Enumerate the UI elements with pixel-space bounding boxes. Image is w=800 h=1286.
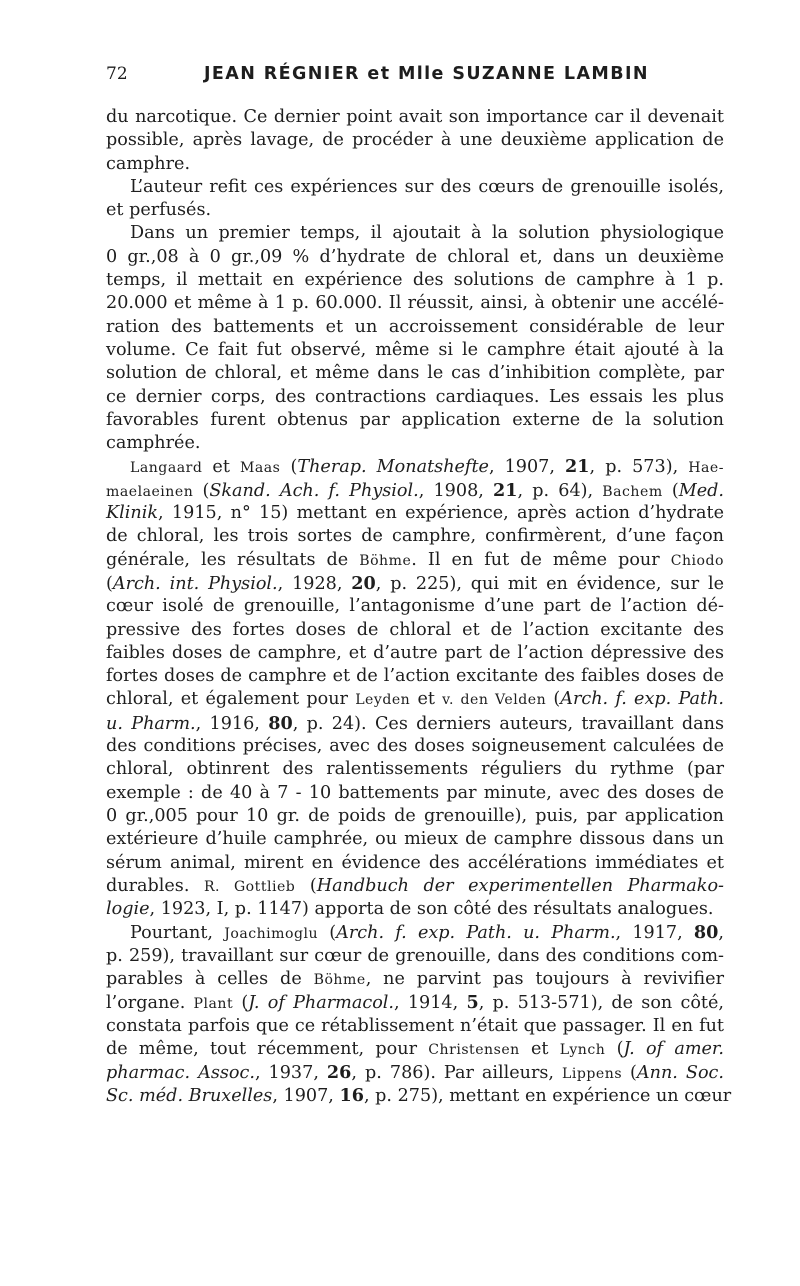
volume-number: 20 <box>351 572 376 594</box>
text-run: et <box>410 689 443 710</box>
journal-title: Arch. f. exp. Path. u. Pharm. <box>336 923 616 944</box>
author-name: Maas <box>239 460 281 477</box>
text-line: temps, il mettait en expérience des solutions de camphre à 1 p. <box>106 270 724 291</box>
text-run: , p. 573), <box>589 457 689 478</box>
text-run: , 1928, <box>277 573 352 594</box>
volume-number: 26 <box>326 1062 352 1084</box>
text-line: faibles doses de camphre, et d’autre part de l’action dépressive des <box>106 642 724 663</box>
author-name: maelaeinen <box>106 483 194 500</box>
text-line: sérum animal, mirent en évidence des accélérations immédiates et <box>106 852 724 873</box>
text-line <box>106 688 724 711</box>
text-run: ( <box>106 573 113 594</box>
text-line: possible, après lavage, de procéder à une deuxième application de <box>106 130 724 151</box>
text-run: ( <box>546 689 561 710</box>
text-run: durables. <box>106 875 204 896</box>
volume-number: 80 <box>268 712 293 734</box>
author-name: Leyden <box>355 692 411 709</box>
journal-title: logie <box>106 899 150 920</box>
author-name: Bachem <box>602 483 663 500</box>
text-line <box>106 549 724 572</box>
text-line <box>106 712 724 735</box>
author-name: Böhme <box>313 971 366 988</box>
journal-title: Ann. Soc. <box>636 1063 724 1084</box>
text-run: , 1937, <box>254 1063 327 1084</box>
text-run: , p. 275), mettant en expérience un cœur <box>363 1086 732 1107</box>
author-name: Plant <box>193 996 234 1013</box>
text-run: chloral, et également pour <box>106 689 356 710</box>
text-run: ( <box>280 457 298 478</box>
journal-title: Arch. int. Physiol. <box>112 573 278 594</box>
author-name: Lynch <box>559 1041 606 1058</box>
volume-number: 5 <box>466 992 479 1014</box>
text-line: 0 gr.,005 pour 10 gr. de poids de grenouille), puis, par application <box>106 805 724 826</box>
text-line <box>106 455 724 478</box>
text-run: et <box>202 457 240 478</box>
journal-title: Sc. méd. Bruxelles <box>106 1086 273 1107</box>
text-line <box>106 968 724 991</box>
author-name: Lippens <box>562 1066 623 1083</box>
text-line: des conditions précises, avec des doses soigneusement calculées de <box>106 736 724 757</box>
text-line: 20.000 et même à 1 p. 60.000. Il réussit, ainsi, à obtenir une accélé- <box>106 293 724 314</box>
text-line <box>106 479 724 502</box>
text-line: camphrée. <box>106 433 201 454</box>
journal-title: Klinik <box>106 503 159 524</box>
text-line: 0 gr.,08 à 0 gr.,09 % d’hydrate de chloral et, dans un deuxième <box>106 246 724 267</box>
text-line: du narcotique. Ce dernier point avait son importance car il devenait <box>106 107 724 127</box>
text-run: , 1908, <box>418 480 494 501</box>
volume-number: 16 <box>339 1085 364 1107</box>
text-run: , <box>718 923 724 944</box>
journal-title: Arch. f. exp. Path. <box>560 689 724 710</box>
journal-title: u. Pharm. <box>106 713 196 734</box>
text-line: pressive des fortes doses de chloral et de l’action excitante des <box>106 619 724 640</box>
text-run: ( <box>233 993 249 1014</box>
text-line: L’auteur refit ces expériences sur des cœurs de grenouille isolés, <box>130 176 724 197</box>
text-run: , 1907, <box>272 1086 340 1107</box>
journal-title: Skand. Ach. f. Physiol. <box>209 480 419 501</box>
text-run: , 1916, <box>195 713 269 734</box>
author-name: Langaard <box>130 460 203 477</box>
text-line <box>106 991 724 1014</box>
author-name: v. den Velden <box>442 692 547 709</box>
text-line <box>106 1038 724 1061</box>
text-line <box>106 898 724 921</box>
text-run: , ne parvint pas toujours à revivifier <box>365 968 724 989</box>
journal-title: Therap. Monatshefte <box>297 457 489 478</box>
journal-title: Handbuch der experimentellen Pharmako- <box>316 875 724 896</box>
text-run: ( <box>193 480 210 501</box>
text-run: , 1907, <box>488 457 566 478</box>
author-name: Böhme <box>359 552 412 569</box>
text-run: , p. 786). Par ailleurs, <box>351 1063 563 1084</box>
volume-number: 21 <box>565 456 590 478</box>
text-run: de même, tout récemment, pour <box>106 1038 429 1059</box>
page-number: 72 <box>106 64 128 84</box>
journal-title: pharmac. Assoc. <box>106 1063 255 1084</box>
text-line: exemple : de 40 à 7 - 10 battements par minute, avec des doses de <box>106 782 724 803</box>
author-name: Christensen <box>428 1041 520 1058</box>
journal-title: J. of Pharmacol. <box>248 993 395 1014</box>
text-line: fortes doses de camphre et de l’action excitante des faibles doses de <box>106 666 724 687</box>
text-line: p. 259), travaillant sur cœur de grenouille, dans des conditions com- <box>106 945 724 966</box>
text-run: ( <box>295 875 317 896</box>
page-header <box>106 60 726 88</box>
author-name: Chiodo <box>670 552 724 569</box>
text-line: ce dernier corps, des contractions cardiaques. Les essais les plus <box>106 386 724 407</box>
body-text <box>106 106 732 1108</box>
text-line: extérieure d’huile camphrée, ou mieux de camphre dissous dans un <box>106 829 724 850</box>
text-run: , 1914, <box>394 993 467 1014</box>
text-line: de chloral, les trois sortes de camphre, confirmèrent, d’une façon <box>106 526 724 547</box>
text-run: . Il en fut de même pour <box>411 549 671 570</box>
author-name: Hae- <box>688 460 724 477</box>
text-line <box>106 921 724 944</box>
text-run: l’organe. <box>106 993 194 1014</box>
text-line <box>106 572 724 595</box>
text-run: ( <box>318 923 337 944</box>
text-run: ( <box>662 480 679 501</box>
text-run: parables à celles de <box>106 968 314 989</box>
text-run: ( <box>622 1063 637 1084</box>
text-line: solution de chloral, et même dans le cas d’inhibition complète, par <box>106 363 724 384</box>
text-line: constata parfois que ce rétablissement n’était que passager. Il en fut <box>106 1015 724 1036</box>
text-run: , 1917, <box>615 923 694 944</box>
journal-title: J. of amer. <box>623 1038 724 1059</box>
text-line: camphre. <box>106 153 191 174</box>
running-head: JEAN RÉGNIER et Mlle SUZANNE LAMBIN <box>204 64 649 84</box>
text-run: , p. 64), <box>517 480 603 501</box>
text-line: Dans un premier temps, il ajoutait à la solution physiologique <box>130 223 724 244</box>
text-line <box>106 502 724 525</box>
text-line: chloral, obtinrent des ralentissements réguliers du rythme (par <box>106 759 724 780</box>
text-run: ( <box>605 1038 624 1059</box>
text-line: et perfusés. <box>106 200 212 221</box>
text-line <box>106 875 724 898</box>
text-run: , p. 225), qui mit en évidence, sur le <box>375 573 724 594</box>
author-name: Joachimoglu <box>224 926 319 943</box>
text-run: et <box>519 1038 560 1059</box>
text-line: volume. Ce fait fut observé, même si le camphre était ajouté à la <box>106 339 724 360</box>
text-run: , 1923, I, p. 1147) apporta de son côté des résultats analogues. <box>149 899 714 920</box>
text-line: ration des battements et un accroissement considérable de leur <box>106 316 724 337</box>
journal-title: Med. <box>678 480 724 501</box>
text-line <box>106 1084 732 1107</box>
text-line: cœur isolé de grenouille, l’antagonisme d’une part de l’action dé- <box>106 596 724 617</box>
text-run: Pourtant, <box>130 923 225 944</box>
text-run: , p. 513-571), de son côté, <box>478 993 724 1014</box>
volume-number: 21 <box>493 479 518 501</box>
author-name: R. Gottlieb <box>203 878 296 895</box>
text-run: générale, les résultats de <box>106 549 360 570</box>
volume-number: 80 <box>693 922 719 944</box>
text-run: , p. 24). Ces derniers auteurs, travaillant dans <box>292 713 724 734</box>
text-run: , 1915, n° 15) mettant en expérience, après action d’hydrate <box>158 503 724 524</box>
text-line: favorables furent obtenus par application externe de la solution <box>106 409 724 430</box>
text-line <box>106 1061 724 1084</box>
